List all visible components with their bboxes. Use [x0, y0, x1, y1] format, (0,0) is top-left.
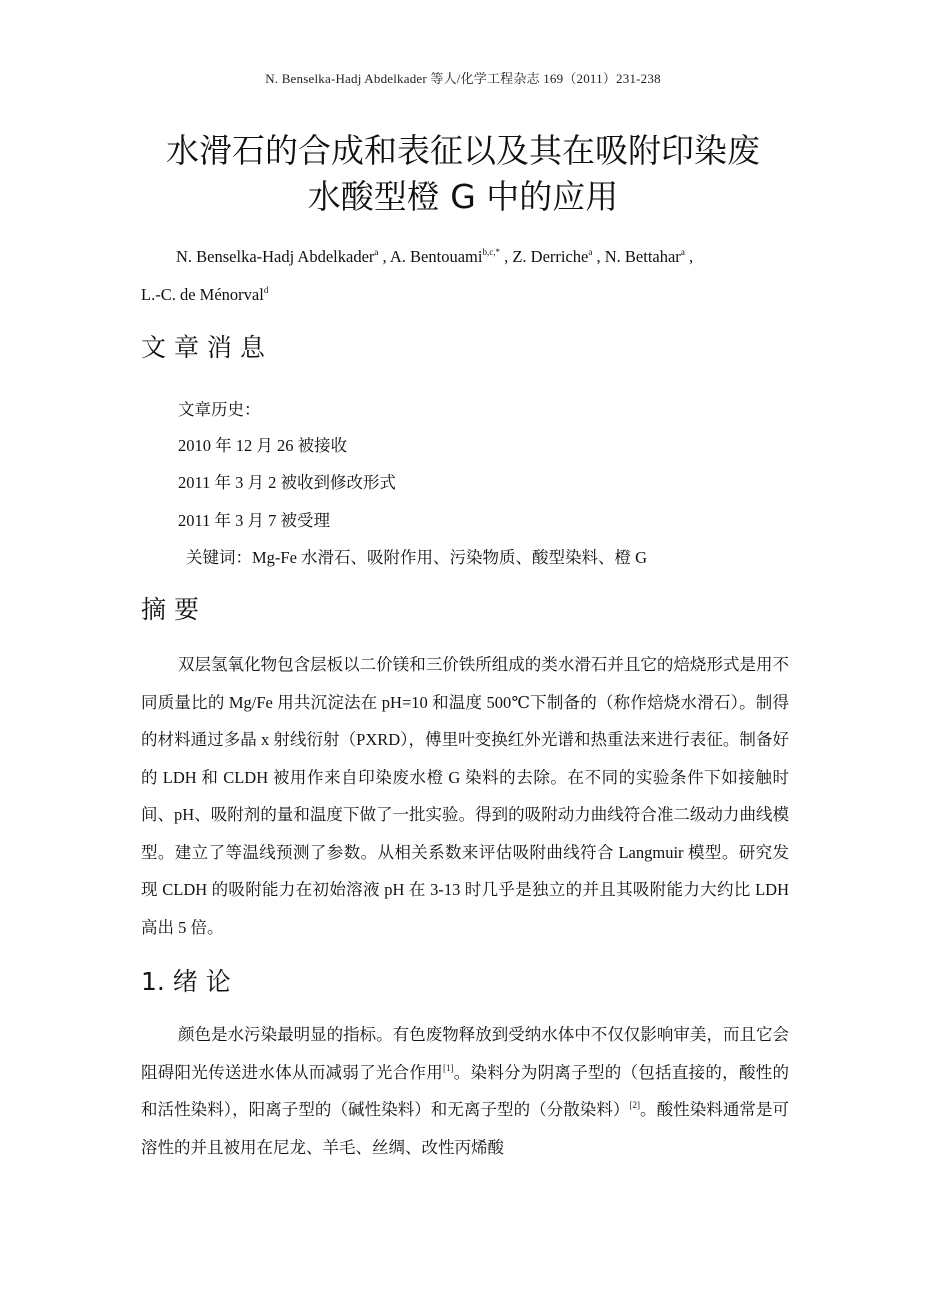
author-affiliation: a	[374, 247, 379, 257]
citation: [1]	[442, 1062, 454, 1073]
author-name: N. Benselka-Hadj Abdelkader	[176, 247, 375, 266]
intro-text	[141, 1016, 789, 1166]
author-name: , N. Bettahar	[592, 247, 681, 266]
received-date: 2010 年 12 月 26 被接收	[178, 436, 348, 455]
keywords-label: 关键词：	[186, 548, 252, 567]
abstract-heading: 摘 要	[141, 595, 199, 624]
author-line-1	[176, 247, 826, 267]
abstract-text: 双层氢氧化物包含层板以二价镁和三价铁所组成的类水滑石并且它的焙烧形式是用不同质量比的 Mg/Fe 用共沉淀法在 pH=10 和温度 500℃下制备的（称作焙烧水滑石）。制得的材料通过多晶 x 射线衍射（PXRD），傅里叶变换红外光谱和热重法来进行表征。制备好的 LDH 和 CLDH 被用作来自印染废水橙 G 染料的去除。在不同的实验条件下如接触时间、pH、吸附剂的量和温度下做了一批实验。得到的吸附动力曲线符合准二级动力曲线模型。建立了等温线预测了参数。从相关系数来评估吸附曲线符合 Langmuir 模型。研究发现 CLDH 的吸附能力在初始溶液 pH 在 3-13 时几乎是独立的并且其吸附能力大约比 LDH 高出 5 倍。	[141, 655, 789, 937]
intro-text-part: 颜色是水污染最明显的指标。有色废物释放到受纳水体中不仅仅影响审美，而且它会阻碍阳光传送进水体从而减弱了光合作用	[141, 1025, 789, 1082]
article-info-heading: 文 章 消 息	[141, 333, 265, 362]
intro-text-part: 。染料分为阴离子型的（包括直接的，酸性的和活性染料），阳离子型的（碱性染料）和无离子型的（分散染料）	[141, 1062, 790, 1119]
author-affiliation: b,c,*	[482, 247, 500, 257]
running-header: N. Benselka-Hadj Abdelkader 等人/化学工程杂志 169（2011）231-238	[265, 71, 661, 86]
revised-date: 2011 年 3 月 2 被收到修改形式	[178, 473, 397, 492]
author-name: , Z. Derriche	[499, 247, 589, 266]
title-line-1: 水滑石的合成和表征以及其在吸附印染废	[166, 131, 760, 170]
intro-text-part: 。酸性染料通常是可溶性的并且被用在尼龙、羊毛、丝绸、改性丙烯酸	[141, 1100, 790, 1157]
intro-heading: 1. 绪 论	[141, 967, 231, 996]
paper-title	[0, 128, 926, 220]
history-label: 文章历史：	[178, 400, 261, 419]
author-name: L.-C. de Ménorval	[141, 285, 264, 304]
citation: [2]	[629, 1100, 640, 1110]
author-separator: ,	[684, 247, 694, 266]
author-affiliation: a	[680, 247, 685, 257]
author-name: , A. Bentouami	[378, 247, 483, 266]
author-line-2	[141, 285, 791, 305]
keywords	[186, 544, 647, 568]
author-affiliation: a	[588, 247, 593, 257]
accepted-date: 2011 年 3 月 7 被受理	[178, 511, 331, 530]
keywords-text: Mg-Fe 水滑石、吸附作用、污染物质、酸型染料、橙 G	[252, 548, 648, 567]
author-affiliation: d	[263, 285, 269, 295]
title-line-2: 水酸型橙 G 中的应用	[307, 177, 619, 216]
